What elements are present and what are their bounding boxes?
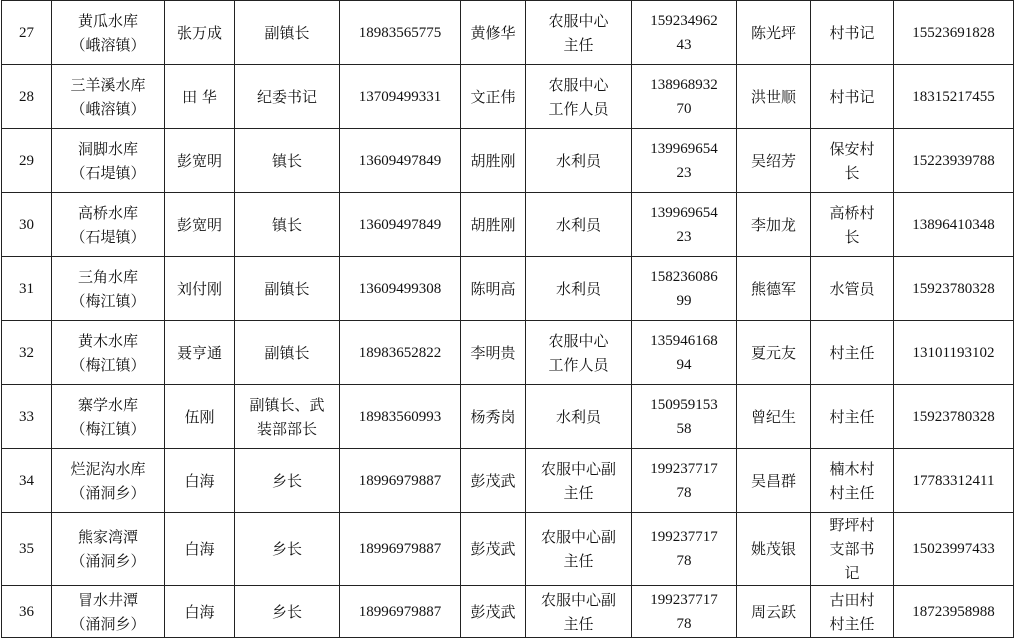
reservoir-name-text: 三羊溪水库 [70,75,146,94]
reservoir-name-cell [52,586,165,638]
village-role-cell [811,129,894,193]
reservoir-name-cell [52,193,165,257]
leader-title-cell [235,129,340,193]
village-role-text: 长 [844,227,860,246]
technical-contact-cell [461,1,526,65]
reservoir-name-text: （峨溶镇） [70,99,146,118]
technical-phone-text: 199237717 [650,591,718,608]
village-role-text: 村主任 [829,483,875,502]
reservoir-name-cell [52,321,165,385]
leader-title-text: 副镇长 [264,23,310,42]
technical-role-text: 水利员 [555,407,601,426]
leader-title-text: 纪委书记 [256,87,317,106]
row-number-text: 29 [19,152,34,169]
technical-phone-text: 23 [676,228,692,245]
village-contact-text: 熊德军 [750,279,796,298]
technical-role-text: 农服中心 [548,331,609,350]
village-role-text: 长 [844,163,860,182]
leader-phone-text: 13609497849 [358,152,442,169]
village-phone-cell [894,321,1014,385]
technical-contact-text: 彭茂武 [470,471,516,490]
technical-phone-text: 150959153 [650,396,718,413]
technical-phone-cell [632,513,737,586]
leader-phone-text: 18996979887 [358,541,442,557]
technical-phone-cell [632,193,737,257]
leader-name-cell [165,449,235,513]
reservoir-name-text: 黄瓜水库 [77,11,138,30]
technical-role-cell [526,586,632,638]
leader-name-text: 白海 [184,540,215,558]
technical-phone-cell [632,449,737,513]
technical-role-text: 主任 [563,552,594,570]
village-role-text: 古田村 [829,590,875,609]
row-number-cell [2,449,52,513]
technical-contact-cell [461,586,526,638]
reservoir-name-text: （涌洞乡） [70,614,146,633]
village-role-text: 野坪村 [829,516,875,534]
technical-contact-text: 文正伟 [470,87,516,106]
row-number-text: 33 [19,408,34,425]
village-contact-cell [737,385,811,449]
village-role-text: 记 [844,564,860,582]
technical-phone-cell [632,321,737,385]
leader-title-cell [235,586,340,638]
village-phone-text: 18723958988 [912,603,995,620]
leader-title-text: 副镇长 [264,279,310,298]
village-role-text: 保安村 [829,139,875,158]
technical-phone-text: 138968932 [650,76,718,93]
row-number-cell [2,257,52,321]
technical-role-text: 工作人员 [548,99,609,118]
village-contact-cell [737,257,811,321]
reservoir-name-text: （梅江镇） [70,355,146,374]
technical-phone-text: 78 [676,484,692,501]
leader-title-cell [235,65,340,129]
leader-name-cell [165,1,235,65]
row-number-cell [2,65,52,129]
technical-role-text: 水利员 [555,215,601,234]
leader-name-text: 聂亨通 [176,343,222,362]
village-role-text: 支部书 [829,540,875,558]
reservoir-name-cell [52,513,165,586]
leader-phone-cell [340,193,461,257]
village-role-text: 村书记 [829,23,875,42]
technical-phone-text: 78 [676,553,692,569]
leader-title-text: 镇长 [271,215,302,234]
village-contact-cell [737,129,811,193]
leader-title-text: 镇长 [271,151,302,170]
reservoir-name-text: （峨溶镇） [70,35,146,54]
village-contact-text: 曾纪生 [750,407,796,426]
village-phone-text: 15523691828 [912,24,995,41]
leader-title-text: 副镇长 [264,343,310,362]
technical-phone-text: 199237717 [650,460,718,477]
reservoir-name-text: （梅江镇） [70,419,146,438]
reservoir-contact-table [1,0,1014,638]
village-contact-text: 周云跃 [750,602,796,621]
village-phone-cell [894,193,1014,257]
leader-name-text: 彭宽明 [176,151,222,170]
technical-role-cell [526,385,632,449]
village-contact-text: 李加龙 [750,215,796,234]
technical-phone-cell [632,65,737,129]
leader-title-text: 副镇长、武 [249,395,325,414]
village-contact-text: 吴昌群 [750,471,796,490]
technical-phone-text: 139969654 [650,204,718,221]
row-number-cell [2,129,52,193]
table-row [2,321,1014,385]
village-contact-text: 吴绍芳 [750,151,796,170]
village-phone-text: 15923780328 [912,408,995,425]
table-row [2,129,1014,193]
technical-contact-text: 彭茂武 [470,602,516,621]
technical-role-text: 主任 [563,35,594,54]
leader-phone-text: 13709499331 [358,88,442,105]
reservoir-name-cell [52,1,165,65]
leader-phone-cell [340,257,461,321]
leader-title-cell [235,257,340,321]
leader-title-cell [235,321,340,385]
village-phone-text: 13896410348 [912,216,995,233]
technical-contact-text: 李明贵 [470,343,516,362]
reservoir-name-text: 烂泥沟水库 [70,459,146,478]
technical-role-cell [526,449,632,513]
leader-name-text: 彭宽明 [176,215,222,234]
row-number-text: 35 [19,541,34,557]
row-number-text: 28 [19,88,34,105]
reservoir-name-cell [52,449,165,513]
leader-name-text: 田 华 [182,87,217,106]
leader-name-text: 伍刚 [184,407,215,426]
leader-phone-text: 18996979887 [358,472,442,489]
leader-phone-cell [340,513,461,586]
technical-role-text: 水利员 [555,279,601,298]
reservoir-name-text: 寨学水库 [77,395,138,414]
leader-title-text: 乡长 [271,471,302,490]
leader-title-cell [235,513,340,586]
leader-name-cell [165,513,235,586]
table-row [2,385,1014,449]
village-role-cell [811,449,894,513]
technical-contact-text: 胡胜刚 [470,151,516,170]
leader-phone-cell [340,321,461,385]
leader-name-text: 白海 [184,471,215,490]
village-role-cell [811,1,894,65]
village-phone-cell [894,129,1014,193]
row-number-text: 30 [19,216,34,233]
row-number-cell [2,513,52,586]
table-row [2,65,1014,129]
technical-role-text: 农服中心 [548,11,609,30]
village-role-text: 村书记 [829,87,875,106]
leader-phone-cell [340,586,461,638]
reservoir-name-text: 黄木水库 [77,331,138,350]
reservoir-name-text: 熊家湾潭 [77,528,138,546]
leader-phone-cell [340,65,461,129]
technical-phone-text: 58 [676,420,692,437]
row-number-cell [2,586,52,638]
technical-role-text: 农服中心副 [540,590,616,609]
leader-title-text: 乡长 [271,540,302,558]
technical-contact-text: 杨秀岗 [470,407,516,426]
village-phone-cell [894,257,1014,321]
leader-phone-text: 18983560993 [358,408,442,425]
technical-contact-cell [461,513,526,586]
technical-phone-text: 158236086 [650,268,718,285]
village-contact-cell [737,513,811,586]
village-phone-text: 15223939788 [912,152,995,169]
technical-role-cell [526,321,632,385]
technical-role-text: 农服中心副 [540,528,616,546]
reservoir-name-cell [52,257,165,321]
reservoir-name-text: （石堤镇） [70,163,146,182]
leader-phone-cell [340,129,461,193]
village-role-cell [811,65,894,129]
reservoir-name-text: （涌洞乡） [70,552,146,570]
reservoir-name-text: （梅江镇） [70,291,146,310]
technical-contact-cell [461,193,526,257]
leader-name-text: 白海 [184,602,215,621]
village-contact-cell [737,193,811,257]
village-role-text: 村主任 [829,343,875,362]
technical-phone-cell [632,586,737,638]
row-number-text: 34 [19,472,34,489]
village-contact-text: 姚茂银 [750,540,796,558]
table-row [2,257,1014,321]
village-role-text: 高桥村 [829,203,875,222]
village-role-cell [811,193,894,257]
village-role-cell [811,513,894,586]
row-number-text: 32 [19,344,34,361]
village-contact-cell [737,449,811,513]
technical-role-cell [526,1,632,65]
village-role-text: 楠木村 [829,459,875,478]
technical-contact-text: 黄修华 [470,23,516,42]
row-number-text: 27 [19,24,34,41]
leader-phone-text: 18983565775 [358,24,442,41]
technical-contact-cell [461,129,526,193]
technical-role-cell [526,193,632,257]
reservoir-name-text: 洞脚水库 [77,139,138,158]
reservoir-name-cell [52,385,165,449]
technical-phone-text: 70 [676,100,692,117]
technical-contact-cell [461,449,526,513]
village-contact-text: 陈光坪 [750,23,796,42]
leader-name-cell [165,586,235,638]
leader-title-text: 装部部长 [256,419,317,438]
technical-contact-cell [461,65,526,129]
table-body [2,1,1014,638]
leader-name-text: 刘付刚 [176,279,222,298]
village-phone-cell [894,449,1014,513]
technical-role-cell [526,257,632,321]
technical-role-text: 农服中心副 [540,459,616,478]
leader-phone-cell [340,385,461,449]
technical-role-text: 水利员 [555,151,601,170]
village-role-text: 村主任 [829,407,875,426]
village-contact-cell [737,65,811,129]
village-contact-text: 洪世顺 [750,87,796,106]
village-role-text: 水管员 [829,279,875,298]
leader-phone-text: 13609497849 [358,216,442,233]
village-phone-text: 15923780328 [912,280,995,297]
technical-phone-text: 43 [676,36,692,53]
reservoir-name-text: 冒水井潭 [77,590,138,609]
leader-name-cell [165,321,235,385]
technical-contact-text: 胡胜刚 [470,215,516,234]
village-role-cell [811,385,894,449]
leader-name-cell [165,129,235,193]
village-phone-text: 18315217455 [912,88,995,105]
table-row [2,1,1014,65]
village-phone-text: 13101193102 [912,344,995,361]
technical-phone-text: 94 [676,356,692,373]
row-number-text: 31 [19,280,34,297]
technical-phone-text: 78 [676,615,692,632]
village-phone-cell [894,65,1014,129]
table-row [2,586,1014,638]
row-number-cell [2,321,52,385]
technical-phone-text: 99 [676,292,692,309]
reservoir-name-text: （石堤镇） [70,227,146,246]
technical-phone-text: 135946168 [650,332,718,349]
technical-role-cell [526,513,632,586]
table-row [2,193,1014,257]
leader-title-cell [235,449,340,513]
reservoir-name-text: 三角水库 [77,267,138,286]
leader-phone-cell [340,449,461,513]
technical-contact-cell [461,385,526,449]
technical-phone-cell [632,385,737,449]
technical-phone-cell [632,129,737,193]
village-phone-text: 17783312411 [912,472,995,489]
technical-phone-text: 159234962 [650,12,718,29]
technical-contact-text: 陈明高 [470,279,516,298]
technical-phone-cell [632,257,737,321]
village-phone-cell [894,586,1014,638]
leader-title-cell [235,1,340,65]
row-number-cell [2,193,52,257]
reservoir-name-text: （涌洞乡） [70,483,146,502]
technical-role-text: 农服中心 [548,75,609,94]
village-role-cell [811,257,894,321]
technical-phone-text: 23 [676,164,692,181]
village-contact-text: 夏元友 [750,343,796,362]
village-contact-cell [737,586,811,638]
technical-contact-cell [461,257,526,321]
technical-role-cell [526,129,632,193]
row-number-cell [2,1,52,65]
leader-name-cell [165,257,235,321]
table-row [2,513,1014,586]
technical-phone-cell [632,1,737,65]
leader-name-cell [165,65,235,129]
technical-role-cell [526,65,632,129]
village-phone-cell [894,1,1014,65]
leader-name-cell [165,193,235,257]
leader-phone-text: 18996979887 [358,603,442,620]
leader-title-cell [235,385,340,449]
leader-title-text: 乡长 [271,602,302,621]
leader-name-text: 张万成 [176,23,222,42]
leader-name-cell [165,385,235,449]
village-role-text: 村主任 [829,614,875,633]
technical-role-text: 主任 [563,614,594,633]
leader-phone-text: 13609499308 [358,280,442,297]
row-number-text: 36 [19,603,34,620]
village-phone-cell [894,513,1014,586]
leader-phone-cell [340,1,461,65]
village-role-cell [811,586,894,638]
village-phone-text: 15023997433 [912,541,995,557]
technical-contact-cell [461,321,526,385]
leader-title-cell [235,193,340,257]
technical-phone-text: 139969654 [650,140,718,157]
table-row [2,449,1014,513]
village-contact-cell [737,321,811,385]
technical-role-text: 主任 [563,483,594,502]
technical-role-text: 工作人员 [548,355,609,374]
reservoir-name-cell [52,129,165,193]
village-phone-cell [894,385,1014,449]
technical-phone-text: 199237717 [650,529,718,545]
leader-phone-text: 18983652822 [358,344,442,361]
technical-contact-text: 彭茂武 [470,540,516,558]
reservoir-name-cell [52,65,165,129]
village-contact-cell [737,1,811,65]
row-number-cell [2,385,52,449]
village-role-cell [811,321,894,385]
reservoir-name-text: 高桥水库 [77,203,138,222]
